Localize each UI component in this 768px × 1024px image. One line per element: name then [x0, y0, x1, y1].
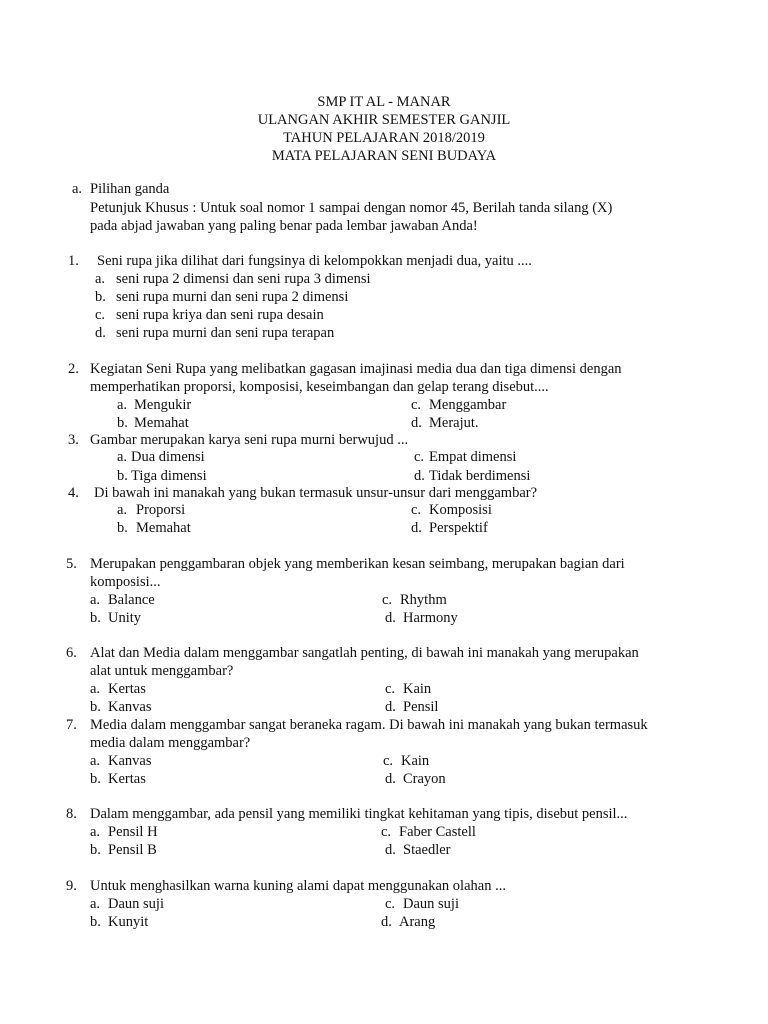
option-letter: d.: [411, 520, 422, 536]
question-text: Seni rupa jika dilihat dari fungsinya di kelompokkan menjadi dua, yaitu ....: [97, 253, 532, 269]
option-text: Tiga dimensi: [131, 468, 207, 484]
option-letter: c.: [385, 681, 396, 697]
option-letter: a.: [90, 753, 101, 769]
option-letter: b.: [117, 468, 128, 484]
instruction-line: pada abjad jawaban yang paling benar pada lembar jawaban Anda!: [90, 218, 478, 234]
option-letter: b.: [90, 842, 101, 858]
school-name: SMP IT AL - MANAR: [317, 94, 451, 110]
option-text: Daun suji: [108, 896, 164, 912]
option-text: Daun suji: [403, 896, 459, 912]
question-text: Alat dan Media dalam menggambar sangatlah penting, di bawah ini manakah yang merupakan: [90, 645, 639, 661]
option-letter: d.: [385, 771, 396, 787]
option-letter: c.: [381, 824, 392, 840]
option-text: Rhythm: [400, 592, 447, 608]
question-text: Media dalam menggambar sangat beraneka ragam. Di bawah ini manakah yang bukan termasuk: [90, 717, 648, 733]
option-text: Harmony: [403, 610, 458, 626]
option-letter: b.: [90, 914, 101, 930]
question-number: 2.: [68, 361, 79, 377]
option-letter: d.: [381, 914, 392, 930]
section-title: Pilihan ganda: [90, 181, 170, 197]
option-text: Faber Castell: [399, 824, 476, 840]
question-number: 4.: [68, 485, 79, 501]
option-letter: a.: [90, 681, 101, 697]
question-text: Untuk menghasilkan warna kuning alami dapat menggunakan olahan ...: [90, 878, 506, 894]
option-letter: a.: [117, 449, 128, 465]
question-number: 3.: [68, 432, 79, 448]
question-text: memperhatikan proporsi, komposisi, keseimbangan dan gelap terang disebut....: [90, 379, 549, 395]
question-text: Gambar merupakan karya seni rupa murni berwujud ...: [90, 432, 409, 448]
option-letter: d.: [385, 842, 396, 858]
option-letter: b.: [117, 520, 128, 536]
option-text: Mengukir: [134, 397, 192, 413]
question-text: alat untuk menggambar?: [90, 663, 234, 679]
option-text: Balance: [108, 592, 155, 608]
option-text: Merajut.: [429, 415, 479, 431]
option-letter: d.: [411, 415, 422, 431]
subject-title: MATA PELAJARAN SENI BUDAYA: [271, 148, 497, 164]
option-text: Tidak berdimensi: [429, 468, 531, 484]
option-text: seni rupa murni dan seni rupa 2 dimensi: [116, 289, 349, 305]
option-text: Memahat: [134, 415, 189, 431]
question-number: 7.: [66, 717, 77, 733]
option-letter: a.: [117, 502, 128, 518]
option-text: Dua dimensi: [131, 449, 205, 465]
option-letter: c.: [411, 397, 422, 413]
option-text: Unity: [108, 610, 142, 626]
option-letter: a.: [90, 896, 101, 912]
exam-title: ULANGAN AKHIR SEMESTER GANJIL: [257, 112, 511, 128]
option-letter: c.: [385, 896, 396, 912]
option-text: Kertas: [108, 681, 146, 697]
question-number: 1.: [68, 253, 79, 269]
option-text: Kain: [401, 753, 430, 769]
instruction-line: Petunjuk Khusus : Untuk soal nomor 1 sampai dengan nomor 45, Berilah tanda silang (X): [90, 200, 613, 216]
option-letter: b.: [95, 289, 106, 305]
question-number: 9.: [66, 878, 77, 894]
option-text: Kanvas: [108, 699, 152, 715]
question-text: Di bawah ini manakah yang bukan termasuk unsur-unsur dari menggambar?: [94, 485, 538, 501]
option-text: Kanvas: [108, 753, 152, 769]
option-letter: a.: [90, 592, 101, 608]
question-text: Merupakan penggambaran objek yang memberikan kesan seimbang, merupakan bagian dari: [90, 556, 625, 572]
option-text: Pensil H: [108, 824, 158, 840]
option-text: Perspektif: [429, 520, 488, 536]
question-text: media dalam menggambar?: [90, 735, 251, 751]
option-text: Komposisi: [429, 502, 492, 518]
option-text: seni rupa murni dan seni rupa terapan: [116, 325, 335, 341]
option-letter: b.: [90, 699, 101, 715]
option-letter: b.: [117, 415, 128, 431]
question-text: Kegiatan Seni Rupa yang melibatkan gagasan imajinasi media dua dan tiga dimensi dengan: [90, 361, 622, 377]
option-text: seni rupa kriya dan seni rupa desain: [116, 307, 324, 323]
option-text: Staedler: [403, 842, 451, 858]
option-text: Pensil: [403, 699, 439, 715]
academic-year: TAHUN PELAJARAN 2018/2019: [283, 130, 485, 146]
option-text: Empat dimensi: [429, 449, 517, 465]
option-text: seni rupa 2 dimensi dan seni rupa 3 dimensi: [116, 271, 371, 287]
option-letter: d.: [385, 610, 396, 626]
option-text: Kunyit: [108, 914, 149, 930]
question-text: Dalam menggambar, ada pensil yang memiliki tingkat kehitaman yang tipis, disebut pensil...: [90, 806, 628, 822]
section-letter: a.: [72, 181, 83, 197]
option-letter: a.: [90, 824, 101, 840]
option-letter: c.: [411, 502, 422, 518]
option-letter: c.: [382, 592, 393, 608]
option-letter: c.: [383, 753, 394, 769]
option-letter: d.: [385, 699, 396, 715]
option-text: Crayon: [403, 771, 446, 787]
option-text: Pensil B: [108, 842, 157, 858]
option-text: Arang: [399, 914, 436, 930]
option-text: Kertas: [108, 771, 146, 787]
option-text: Memahat: [136, 520, 191, 536]
option-letter: d.: [414, 468, 425, 484]
option-letter: a.: [95, 271, 106, 287]
option-letter: d.: [95, 325, 106, 341]
option-letter: c.: [414, 449, 425, 465]
option-text: Kain: [403, 681, 432, 697]
option-letter: c.: [95, 307, 106, 323]
option-text: Menggambar: [429, 397, 507, 413]
question-text: komposisi...: [90, 574, 161, 590]
option-letter: b.: [90, 771, 101, 787]
question-number: 6.: [66, 645, 77, 661]
option-letter: b.: [90, 610, 101, 626]
question-number: 5.: [66, 556, 77, 572]
question-number: 8.: [66, 806, 77, 822]
option-text: Proporsi: [136, 502, 186, 518]
option-letter: a.: [117, 397, 128, 413]
